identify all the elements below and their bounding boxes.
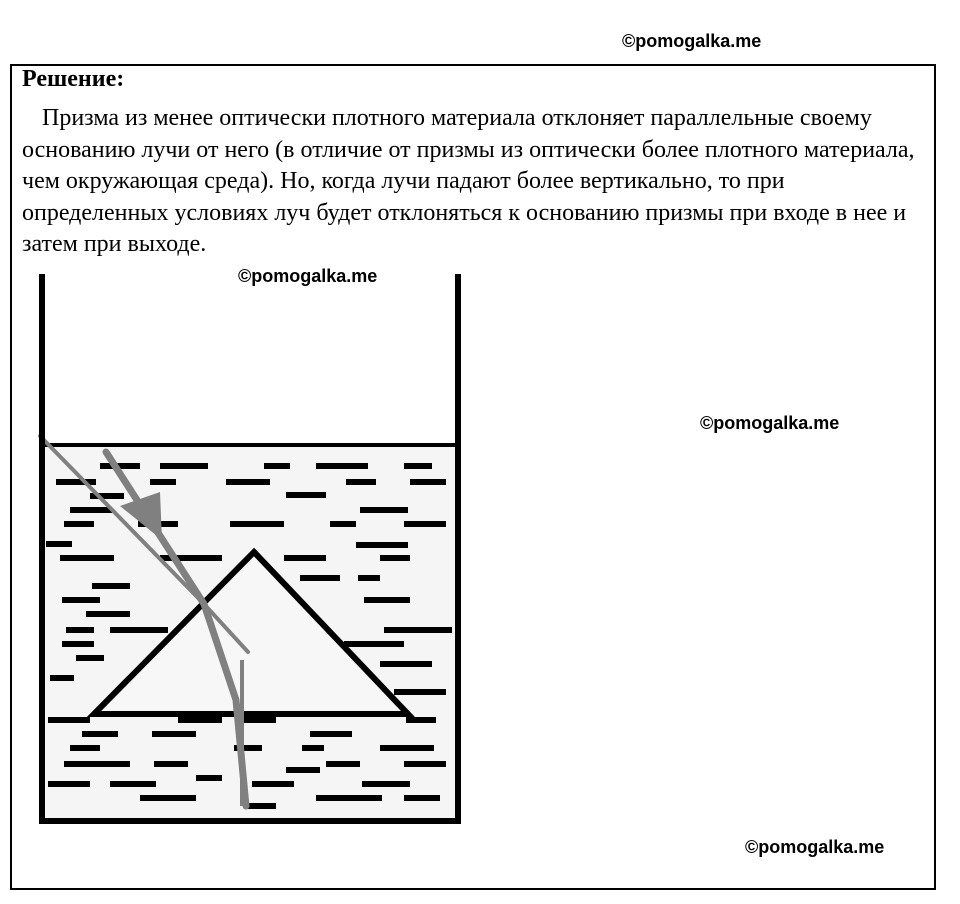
- solution-text: Призма из менее оптически плотного материала отклоняет параллельные своему основанию лучи от него (в отличие от призмы из оптически более плотного материала, чем окружающая среда). Но, когда лучи падают более вертикально, то при определенных условиях луч будет отклоняться к основанию призмы при входе в нее и затем при выходе.: [22, 105, 915, 257]
- solution-heading: Решение:: [22, 66, 125, 92]
- watermark-bottom: ©pomogalka.me: [745, 837, 885, 857]
- watermark-top: ©pomogalka.me: [622, 31, 762, 51]
- watermark-right: ©pomogalka.me: [700, 413, 840, 433]
- watermark-diagram: ©pomogalka.me: [238, 266, 378, 286]
